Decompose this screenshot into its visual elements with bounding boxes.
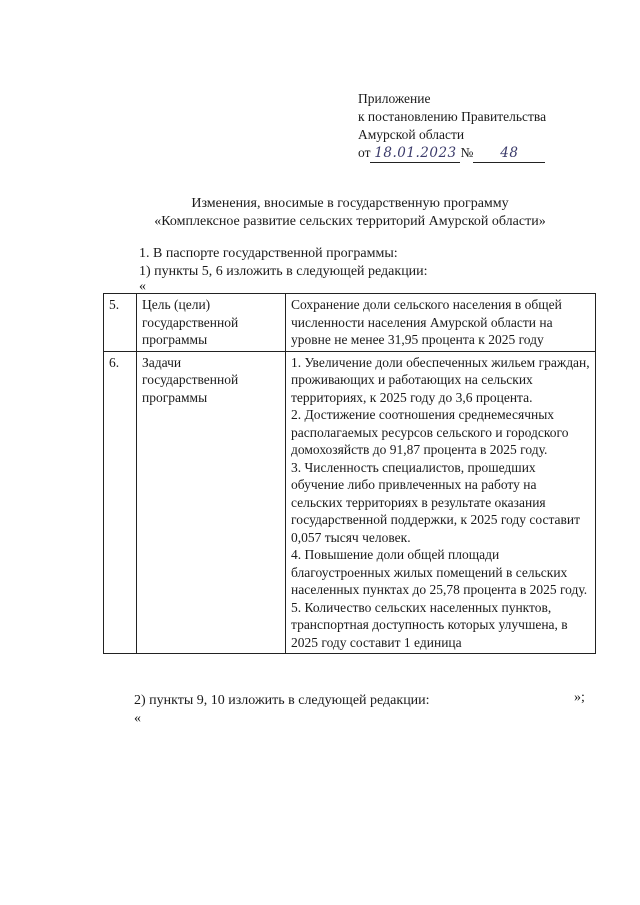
heading-line-2: «Комплексное развитие сельских территорий Амурской области» xyxy=(154,214,546,229)
row-number: 6. xyxy=(104,351,137,654)
handwritten-number: 48 xyxy=(473,144,545,163)
paragraph-2: 1) пункты 5, 6 изложить в следующей редакции: xyxy=(139,264,428,279)
handwritten-date: 18.01.2023 xyxy=(370,144,460,163)
row-name: Задачи государственной программы xyxy=(137,351,286,654)
row-number: 5. xyxy=(104,294,137,352)
open-quote-1: « xyxy=(139,279,146,294)
row-name: Цель (цели) государственной программы xyxy=(137,294,286,352)
document-heading xyxy=(120,195,580,231)
content-item: 2. Достижение соотношения среднемесячных располагаемых ресурсов сельского и городского домохозяйств до 91,87 процента в 2025 году. xyxy=(291,407,569,457)
row-content xyxy=(286,294,596,352)
content-item: 4. Повышение доли общей площади благоустроенных жилых помещений в сельских населенных пунктах до 25,78 процента в 2025 году. xyxy=(291,547,588,597)
paragraph-3: 2) пункты 9, 10 изложить в следующей редакции: xyxy=(134,693,430,708)
appendix-block xyxy=(358,90,546,163)
program-passport-table xyxy=(103,293,596,654)
table-row xyxy=(104,351,596,654)
appendix-subtitle: к постановлению Правительства xyxy=(358,109,547,124)
from-label: от xyxy=(358,145,371,160)
heading-line-1: Изменения, вносимые в государственную программу xyxy=(191,196,509,211)
paragraph-1: 1. В паспорте государственной программы: xyxy=(139,246,398,261)
content-item: Сохранение доли сельского населения в общей численности населения Амурской области на уровне не менее 31,95 процента к 2025 году xyxy=(291,297,562,347)
content-item: 3. Численность специалистов, прошедших обучение либо привлеченных на работу на сельских территориях в результате оказания государственной поддержки, к 2025 году составит 0,057 тысяч человек. xyxy=(291,459,581,545)
close-quote-1: »; xyxy=(574,690,585,705)
row-content xyxy=(286,351,596,654)
number-label: № xyxy=(460,145,474,160)
table-row xyxy=(104,294,596,352)
content-item: 5. Количество сельских населенных пунктов, транспортная доступность которых улучшена, в 2025 году составит 1 единица xyxy=(291,599,568,650)
content-item: 1. Увеличение доли обеспеченных жильем граждан, проживающих и работающих на сельских территориях, к 2025 году до 3,6 процента. xyxy=(291,354,590,405)
appendix-date-line xyxy=(358,144,546,163)
appendix-title: Приложение xyxy=(358,91,431,106)
open-quote-2: « xyxy=(134,711,141,726)
appendix-region: Амурской области xyxy=(358,127,465,142)
